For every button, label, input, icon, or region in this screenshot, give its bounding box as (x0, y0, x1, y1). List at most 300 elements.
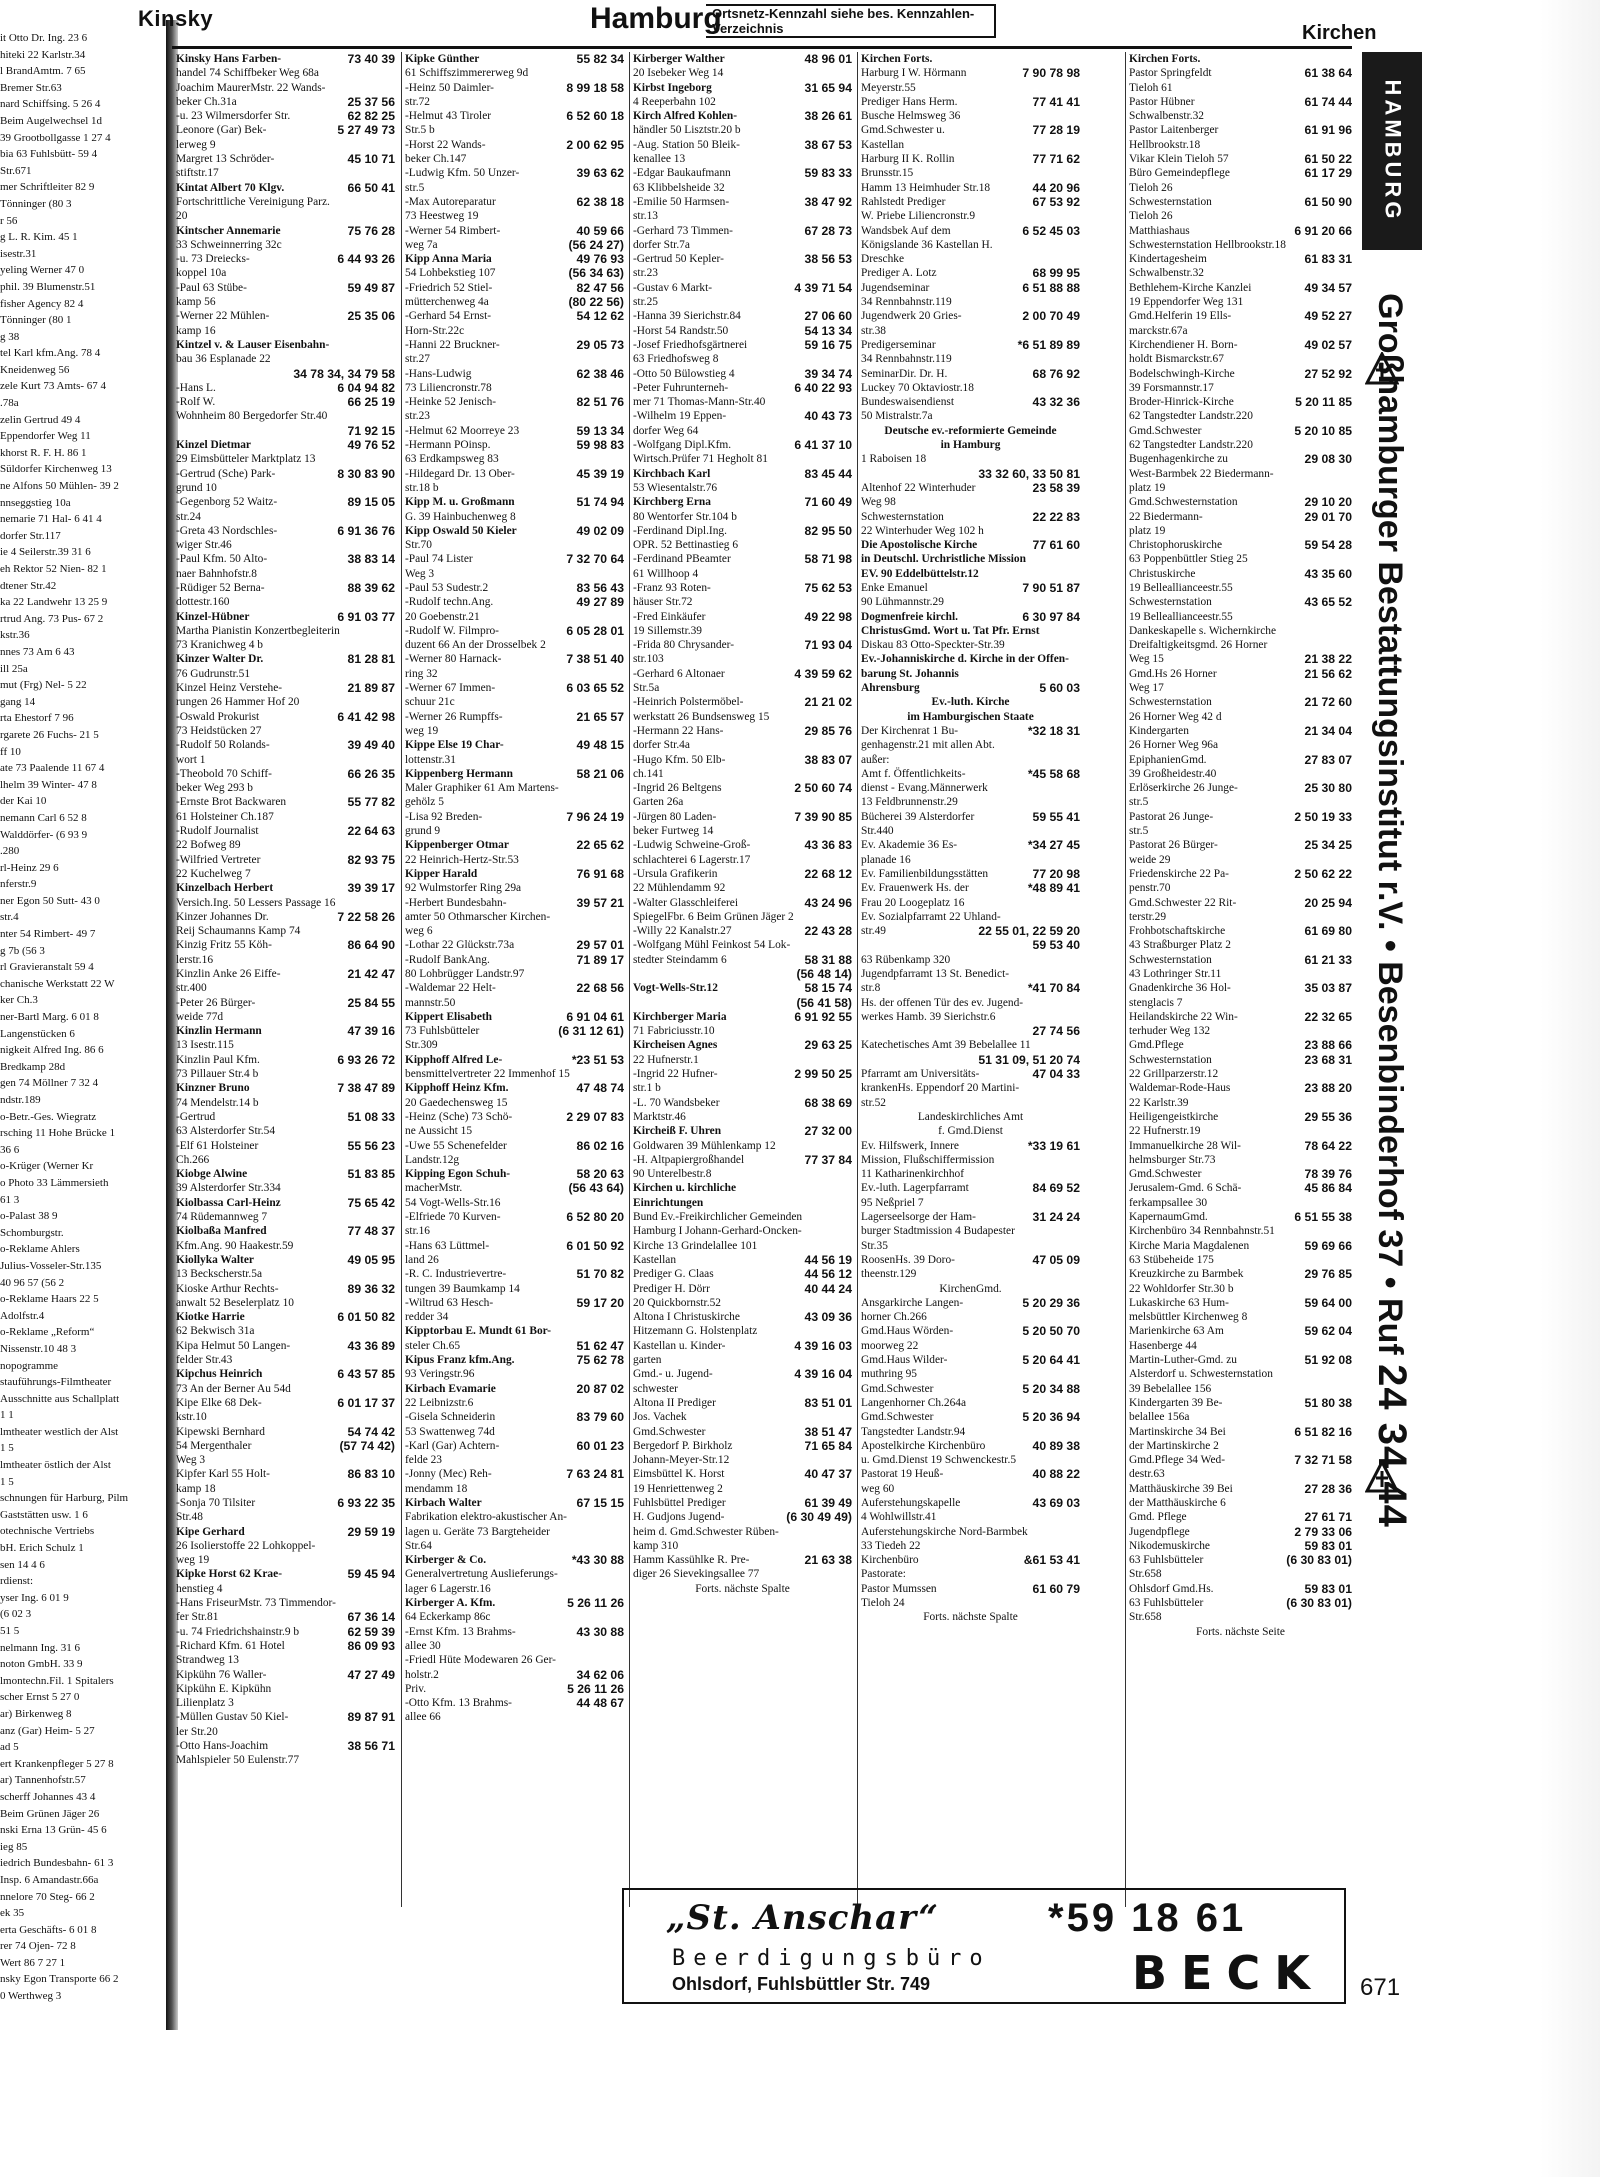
gutter-line: mut (Frg) Nel- 5 22 (0, 679, 87, 692)
gutter-line: Nissenstr.10 48 3 (0, 1342, 77, 1355)
entry-text: Martinskirche 34 Bei (1129, 1425, 1226, 1438)
gutter-line: 51 5 (0, 1625, 20, 1637)
phone-number: 71 65 84 (804, 1438, 852, 1453)
directory-entry (633, 209, 852, 223)
gutter-line: scherff Johannes 43 4 (0, 1790, 96, 1803)
entry-text: str.27 (405, 353, 430, 366)
entry-text: str.25 (633, 296, 658, 309)
entry-text: lagen u. Geräte 73 Bargteheider (405, 1525, 550, 1538)
entry-text: Hellbrookstr.18 (1129, 138, 1201, 151)
phone-number: 5 20 34 88 (1022, 1381, 1080, 1396)
directory-entry (176, 1553, 395, 1567)
directory-entry (861, 1267, 1080, 1281)
entry-text: Waldemar-Rode-Haus (1129, 1082, 1231, 1095)
entry-text: Ahrensburg (861, 682, 920, 695)
directory-entry (1129, 1482, 1352, 1496)
entry-text: werkes Hamb. 39 Sierichstr.6 (861, 1010, 996, 1023)
entry-text: Kirch Alfred Kohlen- (633, 110, 737, 123)
entry-text: Dogmenfreie kirchl. (861, 610, 959, 623)
directory-entry (1129, 1382, 1352, 1396)
directory-entry (405, 681, 624, 695)
phone-number: 67 15 15 (576, 1495, 624, 1510)
directory-entry (633, 1282, 852, 1296)
directory-entry (176, 1253, 395, 1267)
phone-number: 59 45 94 (347, 1567, 395, 1582)
phone-number: 27 06 60 (804, 309, 852, 324)
directory-entry (405, 1596, 624, 1610)
directory-entry (1129, 1181, 1352, 1195)
directory-entry (633, 824, 852, 838)
directory-entry (176, 595, 395, 609)
directory-entry (1129, 1425, 1352, 1439)
directory-entry (633, 681, 852, 695)
entry-text: Kirchendiener H. Born- (1129, 338, 1238, 351)
phone-number: 59 54 28 (1304, 538, 1352, 553)
gutter-line: nnseggstieg 10a (0, 496, 71, 509)
phone-number: *43 30 88 (571, 1553, 624, 1568)
gutter-line: nigkeit Alfred Ing. 86 6 (0, 1044, 104, 1057)
directory-entry (176, 481, 395, 495)
entry-text: str.52 (861, 1096, 886, 1109)
entry-text: Tieloh 26 (1129, 210, 1173, 223)
directory-entry (176, 1339, 395, 1353)
directory-entry (405, 795, 624, 809)
directory-entry (1129, 924, 1352, 938)
gutter-line: ert Krankenpfleger 5 27 8 (0, 1757, 114, 1770)
directory-entry (633, 1396, 852, 1410)
directory-entry (861, 66, 1080, 80)
directory-entry (861, 481, 1080, 495)
entry-text: ring 32 (405, 667, 438, 680)
entry-text: -Lothar 22 Glückstr.73a (405, 939, 515, 952)
directory-entry (405, 538, 624, 552)
header-city: Hamburg (590, 2, 722, 35)
directory-entry (861, 910, 1080, 924)
section-tab: HAMBURG (1362, 52, 1422, 250)
entry-text: -Werner 26 Rumpffs- (405, 710, 503, 723)
directory-entry (633, 695, 852, 709)
directory-entry (861, 567, 1080, 581)
gutter-line: g L. R. Kim. 45 1 (0, 231, 78, 244)
entry-text: Kioske Arthur Rechts- (176, 1282, 279, 1295)
entry-text: mütterchenweg 4a (405, 296, 489, 309)
phone-number: 55 56 23 (347, 1138, 395, 1153)
gutter-line: str.4 (0, 911, 19, 924)
entry-text: koppel 10a (176, 267, 227, 280)
phone-number: (6 30 83 01) (1286, 1596, 1352, 1611)
directory-entry (861, 1224, 1080, 1238)
directory-entry (633, 753, 852, 767)
directory-entry (1129, 309, 1352, 323)
phone-number: 7 90 51 87 (1022, 580, 1080, 595)
entry-text: -Otto Hans-Joachim (176, 1740, 269, 1753)
phone-number: 8 30 83 90 (337, 466, 395, 481)
phone-number: 6 40 22 93 (794, 380, 852, 395)
entry-text: str.38 (861, 324, 886, 337)
entry-text: -Hans 63 Lüttmel- (405, 1239, 490, 1252)
directory-entry (176, 1139, 395, 1153)
phone-number: *45 58 68 (1027, 766, 1080, 781)
directory-entry (861, 781, 1080, 795)
phone-number: 86 02 16 (576, 1138, 624, 1153)
directory-entry (176, 1396, 395, 1410)
entry-text: moorweg 22 (861, 1339, 919, 1352)
entry-text: Kirchberger Maria (633, 1010, 727, 1023)
phone-number: 2 50 19 33 (1294, 809, 1352, 824)
entry-text: Der Kirchenrat 1 Bu- (861, 724, 959, 737)
directory-entry (176, 938, 395, 952)
directory-entry (1129, 524, 1352, 538)
entry-text: Hamm 13 Heimhuder Str.18 (861, 181, 991, 194)
directory-entry (861, 1525, 1080, 1539)
entry-text: Kippenberg Hermann (405, 767, 513, 780)
directory-entry (405, 638, 624, 652)
phone-number: 51 92 08 (1304, 1353, 1352, 1368)
directory-entry (1129, 252, 1352, 266)
gutter-line: der Kai 10 (0, 795, 47, 808)
directory-entry (1129, 1081, 1352, 1095)
directory-entry (861, 1439, 1080, 1453)
gutter-line: scher Ernst 5 27 0 (0, 1691, 80, 1704)
directory-entry (176, 724, 395, 738)
directory-entry (1129, 1139, 1352, 1153)
gutter-line: Kneidenweg 56 (0, 363, 70, 376)
directory-entry (861, 1396, 1080, 1410)
directory-entry (633, 1124, 852, 1138)
directory-entry (633, 524, 852, 538)
header-left-keyword: Kinsky (138, 6, 214, 31)
directory-entry (861, 381, 1080, 395)
directory-entry (405, 781, 624, 795)
funeral-institute-banner (1346, 292, 1436, 1528)
entry-text: Leonore (Gar) Bek- (176, 124, 267, 137)
entry-text: Kirbach Walter (405, 1496, 482, 1509)
directory-entry (633, 510, 852, 524)
gutter-line: nski Erna 13 Grün- 45 6 (0, 1824, 107, 1837)
gutter-line: Ausschnitte aus Schallplatt (0, 1392, 120, 1405)
entry-text: -Friedl Hüte Modewaren 26 Ger- (405, 1654, 556, 1667)
phone-number: 29 08 30 (1304, 452, 1352, 467)
gutter-line: ff 10 (0, 745, 21, 758)
directory-entry (176, 224, 395, 238)
entry-text: Kindergarten 39 Be- (1129, 1396, 1223, 1409)
directory-entry (633, 1324, 852, 1338)
entry-text: weide 29 (1129, 853, 1171, 866)
entry-text: -Richard Kfm. 61 Hotel (176, 1639, 285, 1652)
entry-text: -Paul 63 Stübe- (176, 281, 247, 294)
directory-entry (405, 953, 624, 967)
directory-entry (633, 166, 852, 180)
entry-text: Schwesternstation (1129, 1053, 1212, 1066)
gutter-line: rgarete 26 Fuchs- 21 5 (0, 728, 99, 741)
entry-text: Kipfer Karl 55 Holt- (176, 1468, 270, 1481)
phone-number: 8 99 18 58 (566, 80, 624, 95)
directory-entry (861, 767, 1080, 781)
phone-number: 22 43 28 (804, 924, 852, 939)
directory-entry (405, 695, 624, 709)
phone-number: 68 76 92 (1032, 366, 1080, 381)
entry-text: Forts. nächste Spalte (695, 1582, 790, 1595)
directory-entry (633, 910, 852, 924)
gutter-line: Wert 86 7 27 1 (0, 1956, 66, 1969)
phone-number: 6 01 50 82 (337, 1310, 395, 1325)
directory-entry (405, 252, 624, 266)
directory-entry (176, 667, 395, 681)
entry-text: kstr.10 (176, 1411, 207, 1424)
entry-text: 11 Katharinenkirchhof (861, 1168, 965, 1181)
entry-text: Kirberger Walther (633, 53, 725, 65)
directory-entry (633, 1067, 852, 1081)
phone-number: (56 34 63) (568, 266, 624, 281)
gutter-line: ad 5 (0, 1741, 19, 1754)
phone-number: *34 27 45 (1027, 838, 1080, 853)
phone-number: 43 32 36 (1032, 395, 1080, 410)
gutter-line: ill 25a (0, 662, 28, 675)
gutter-line: Tönninger (80 1 (0, 314, 72, 327)
directory-entry (176, 795, 395, 809)
entry-text: beker Furtweg 14 (633, 825, 714, 838)
entry-text: -Heinz 50 Daimler- (405, 81, 494, 94)
entry-text: Str.48 (176, 1511, 203, 1524)
directory-entry (1129, 953, 1352, 967)
entry-text: 33 Schweinnerring 32c (176, 238, 282, 251)
directory-entry (1129, 624, 1352, 638)
entry-text: Kipus Franz kfm.Ang. (405, 1354, 515, 1367)
entry-text: Johann-Meyer-Str.12 (633, 1454, 730, 1467)
directory-entry (633, 195, 852, 209)
entry-text: felder Str.43 (176, 1354, 233, 1367)
directory-entry (861, 195, 1080, 209)
entry-text: Kircheisen Agnes (633, 1039, 718, 1052)
gutter-line: Gaststätten usw. 1 6 (0, 1508, 88, 1521)
directory-entry (1129, 767, 1352, 781)
directory-entry (861, 1124, 1080, 1138)
directory-entry (405, 1710, 624, 1724)
entry-text: Kastellan (633, 1253, 677, 1266)
directory-entry (176, 1382, 395, 1396)
phone-number: 47 04 33 (1032, 1067, 1080, 1082)
directory-entry (176, 152, 395, 166)
entry-text: Garten 26a (633, 796, 684, 809)
entry-text: -L. 70 Wandsbeker (633, 1096, 720, 1109)
entry-text: planade 16 (861, 853, 911, 866)
directory-entry (861, 495, 1080, 509)
entry-text: -Wolfgang Dipl.Kfm. (633, 439, 732, 452)
directory-entry (861, 838, 1080, 852)
entry-text: Gmd.Schwester (1129, 424, 1202, 437)
phone-number: 4 39 59 62 (794, 666, 852, 681)
directory-entry (1129, 896, 1352, 910)
directory-entry (405, 1282, 624, 1296)
directory-entry (176, 1067, 395, 1081)
phone-number: 5 20 36 94 (1022, 1410, 1080, 1425)
phone-number: 71 92 15 (347, 423, 395, 438)
entry-text: Weg 3 (176, 1454, 206, 1467)
phone-number: 23 88 20 (1304, 1081, 1352, 1096)
entry-text: Dreifaltigkeitsgmd. 26 Horner (1129, 639, 1268, 652)
directory-entry (176, 1425, 395, 1439)
directory-entry (861, 824, 1080, 838)
entry-text: -Wiltrud 63 Hesch- (405, 1296, 494, 1309)
entry-text: OPR. 52 Bettinastieg 6 (633, 539, 739, 552)
directory-entry (861, 953, 1080, 967)
previous-page-gutter (0, 30, 178, 2020)
entry-text: -Wilhelm 19 Eppen- (633, 410, 727, 423)
entry-text: -Heinrich Polstermöbel- (633, 696, 744, 709)
entry-text: Gmd.Haus Wilder- (861, 1354, 948, 1367)
phone-number: 5 26 11 26 (567, 1681, 624, 1696)
entry-text: Bund Ev.-Freikirchlicher Gemeinden (633, 1211, 803, 1224)
entry-text: Bundeswaisendienst (861, 396, 955, 409)
phone-number: 23 68 31 (1304, 1052, 1352, 1067)
entry-text: -Wolfgang Mühl Feinkost 54 Lok- (633, 939, 791, 952)
phone-number: 83 45 44 (804, 466, 852, 481)
directory-entry (861, 1253, 1080, 1267)
entry-text: Kipchus Heinrich (176, 1368, 263, 1381)
entry-text: kamp 16 (176, 324, 216, 337)
gutter-line: lmtheater westlich der Alst (0, 1425, 119, 1438)
entry-text: 22 Bofweg 89 (176, 839, 241, 852)
directory-entry (1129, 1167, 1352, 1181)
directory-entry (1129, 1010, 1352, 1024)
entry-text: Ev. Familienbildungsstätten (861, 867, 989, 880)
directory-entry (176, 1596, 395, 1610)
directory-entry (1129, 1024, 1352, 1038)
directory-entry (1129, 281, 1352, 295)
directory-entry (405, 1610, 624, 1624)
phone-number: (56 41 58) (796, 995, 852, 1010)
directory-entry (861, 795, 1080, 809)
entry-text: 80 Wentorfer Str.104 b (633, 510, 737, 523)
phone-number: (56 43 64) (568, 1181, 624, 1196)
phone-number: 75 62 78 (576, 1353, 624, 1368)
directory-entry (861, 810, 1080, 824)
entry-text: 39 Alsterdorfer Str.334 (176, 1182, 281, 1195)
phone-number: 77 48 37 (347, 1224, 395, 1239)
directory-entry (1129, 738, 1352, 752)
phone-number: 44 56 19 (804, 1252, 852, 1267)
directory-entry (861, 1339, 1080, 1353)
directory-entry (405, 95, 624, 109)
entry-text: Kindertagesheim (1129, 253, 1207, 266)
entry-text: SeminarDir. Dr. H. (861, 367, 948, 380)
entry-text: Fabrikation elektro-akustischer An- (405, 1511, 567, 1524)
directory-entry (405, 209, 624, 223)
phone-number: 51 74 94 (576, 495, 624, 510)
phone-number: 6 91 36 76 (337, 523, 395, 538)
directory-entry (176, 1096, 395, 1110)
gutter-line: o Photo 33 Lämmersieth (0, 1176, 109, 1189)
phone-number: 86 64 90 (347, 938, 395, 953)
directory-entry (861, 1296, 1080, 1310)
directory-entry (861, 652, 1080, 666)
entry-text: land 26 (405, 1253, 439, 1266)
phone-number: *33 19 61 (1027, 1138, 1080, 1153)
phone-number: 22 68 12 (804, 866, 852, 881)
directory-entry (633, 123, 852, 137)
directory-entry (633, 938, 852, 952)
gutter-line: nelmann Ing. 31 6 (0, 1641, 81, 1654)
gutter-line: .280 (0, 845, 20, 858)
directory-entry (405, 152, 624, 166)
entry-text: 39 Forsmannstr.17 (1129, 381, 1214, 394)
entry-text: -Paul 53 Sudestr.2 (405, 581, 489, 594)
gutter-line: .78a (0, 397, 19, 410)
gutter-line: Walddörfer- (6 93 9 (0, 828, 88, 841)
phone-number: 54 12 62 (576, 309, 624, 324)
directory-entry (405, 1425, 624, 1439)
entry-text: -Ernst Kfm. 13 Brahms- (405, 1625, 516, 1638)
directory-entry (176, 1053, 395, 1067)
phone-number: 6 52 80 20 (566, 1210, 624, 1225)
directory-entry (176, 266, 395, 280)
entry-text: Generalvertretung Auslieferungs- (405, 1568, 558, 1581)
entry-text: -Hans-Ludwig (405, 367, 472, 380)
entry-text: wort 1 (176, 753, 206, 766)
entry-text: Prediger G. Claas (633, 1268, 714, 1281)
directory-entry (1129, 1596, 1352, 1610)
entry-text: Str.35 (861, 1239, 888, 1252)
directory-entry (1129, 996, 1352, 1010)
phone-number: 7 63 24 81 (566, 1467, 624, 1482)
phone-number: 7 96 24 19 (566, 809, 624, 824)
entry-text: Kircheiß F. Uhren (633, 1125, 722, 1138)
phone-number: (6 30 49 49) (786, 1510, 852, 1525)
directory-entry (176, 695, 395, 709)
directory-entry (176, 495, 395, 509)
entry-text: 61 Holsteiner Ch.187 (176, 810, 274, 823)
phone-number: 23 58 39 (1032, 480, 1080, 495)
entry-text: Bücherei 39 Alsterdorfer (861, 810, 975, 823)
phone-number: 58 31 88 (804, 952, 852, 967)
entry-text: EV. 90 Eddelbüttelstr.12 (861, 567, 979, 580)
entry-text: 22 Wohldorfer Str.30 b (1129, 1282, 1234, 1295)
entry-text: platz 19 (1129, 481, 1166, 494)
gutter-line: otechnische Vertriebs (0, 1525, 95, 1538)
phone-number: 66 25 19 (347, 395, 395, 410)
phone-number: 49 76 93 (576, 252, 624, 267)
directory-entry (633, 467, 852, 481)
entry-text: Kinzelbach Herbert (176, 882, 274, 895)
phone-number: 83 56 43 (576, 580, 624, 595)
directory-entry (1129, 266, 1352, 280)
gutter-line: nsky Egon Transporte 66 2 (0, 1973, 119, 1986)
entry-text: Forts. nächste Spalte (923, 1611, 1018, 1624)
directory-entry (176, 1267, 395, 1281)
entry-text: -Josef Friedhofsgärtnerei (633, 338, 748, 351)
entry-text: wiger Str.46 (176, 539, 232, 552)
directory-entry (861, 352, 1080, 366)
directory-entry (405, 1339, 624, 1353)
entry-text: Gnadenkirche 36 Hol- (1129, 982, 1231, 995)
phone-number: 39 49 40 (347, 738, 395, 753)
directory-entry (1129, 1239, 1352, 1253)
phone-number: 6 91 03 77 (337, 609, 395, 624)
directory-entry (633, 1439, 852, 1453)
entry-text: Fortschrittliche Vereinigung Parz. (176, 195, 330, 208)
directory-entry (405, 1510, 624, 1524)
entry-text: -Gertrud (Sche) Park- (176, 467, 276, 480)
directory-entry (405, 1525, 624, 1539)
gutter-line: o-Reklame Ahlers (0, 1243, 80, 1256)
gutter-line: rta Ehestorf 7 96 (0, 712, 74, 725)
entry-text: -R. C. Industrievertre- (405, 1268, 507, 1281)
entry-text: 54 Lohbekstieg 107 (405, 267, 496, 280)
gutter-line: 1 5 (0, 1442, 14, 1455)
entry-text: -Gerhard 6 Altonaer (633, 667, 725, 680)
entry-text: -Greta 43 Nordschles- (176, 524, 278, 537)
directory-entry (176, 1153, 395, 1167)
